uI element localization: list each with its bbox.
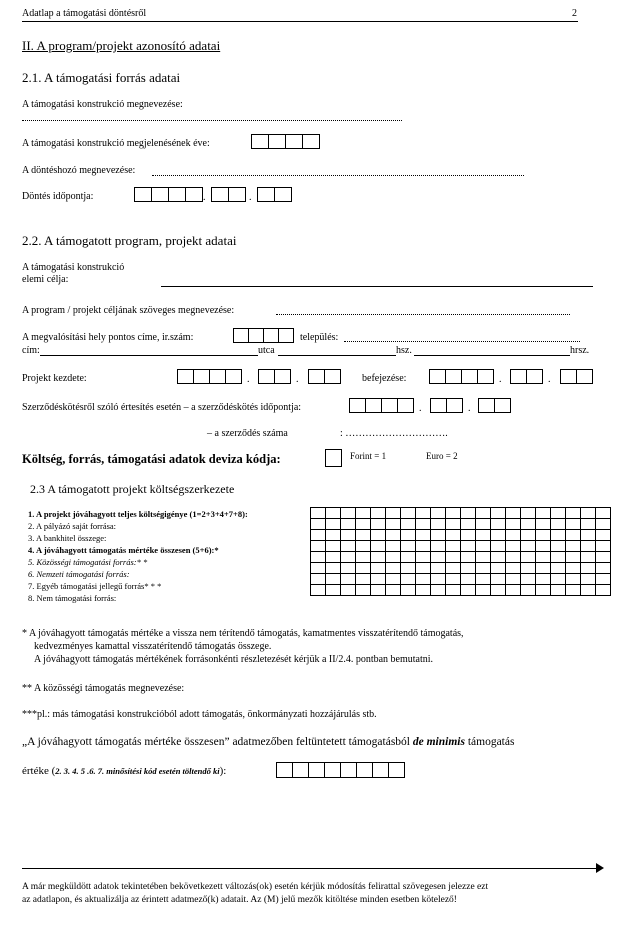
cost-cell[interactable] [401,552,416,563]
cost-cell[interactable] [491,519,506,530]
cost-cell[interactable] [506,563,521,574]
cost-cell[interactable] [566,519,581,530]
cost-cell[interactable] [386,585,401,596]
decision-maker-label: A döntéshozó megnevezése: [22,165,136,176]
cost-cell[interactable] [326,519,341,530]
cost-grid-row [311,585,611,596]
currency-forint: Forint = 1 [350,451,387,461]
cost-cell[interactable] [416,574,431,585]
cost-cell[interactable] [446,530,461,541]
footer-arrow-line [22,868,600,869]
cost-cell[interactable] [386,552,401,563]
s23-title: 2.3 A támogatott projekt költségszerkezete [30,482,235,496]
cost-cell[interactable] [386,563,401,574]
cost-cell[interactable] [551,519,566,530]
deminimis-value-boxes[interactable] [276,762,404,778]
construction-name-label: A támogatási konstrukció megnevezése: [22,99,183,110]
decision-date-day-boxes[interactable] [257,187,291,202]
cost-cell[interactable] [446,563,461,574]
cost-cell[interactable] [431,585,446,596]
cost-cell[interactable] [536,519,551,530]
cost-cell[interactable] [416,508,431,519]
cost-cell[interactable] [371,552,386,563]
cost-cell[interactable] [371,563,386,574]
cost-cell[interactable] [326,530,341,541]
cost-grid-row [311,563,611,574]
cost-cell[interactable] [416,563,431,574]
cost-cell[interactable] [506,508,521,519]
address-label: A megvalósítási hely pontos címe, ir.szám: [22,332,194,343]
cost-cell[interactable] [401,530,416,541]
date-separator: . [296,374,299,385]
cost-cell[interactable] [461,530,476,541]
cost-cell[interactable] [461,541,476,552]
cost-cell[interactable] [461,574,476,585]
end-label: befejezése: [362,373,407,384]
cost-cell[interactable] [506,519,521,530]
settlement-label: település: [300,332,339,343]
cost-cell[interactable] [521,563,536,574]
cost-cell[interactable] [506,585,521,596]
cost-cell[interactable] [491,585,506,596]
cost-cell[interactable] [326,585,341,596]
cost-cell[interactable] [596,552,611,563]
cost-grid-row [311,541,611,552]
cost-cell[interactable] [476,541,491,552]
cost-cell[interactable] [596,541,611,552]
cost-cell[interactable] [341,574,356,585]
date-separator: . [247,374,250,385]
cost-cell[interactable] [431,530,446,541]
cost-cell[interactable] [311,530,326,541]
date-separator: . [548,374,551,385]
cost-cell[interactable] [461,519,476,530]
cost-cell[interactable] [311,519,326,530]
cost-cell[interactable] [521,552,536,563]
cost-cell[interactable] [401,585,416,596]
s22-title: 2.2. A támogatott program, projekt adatai [22,233,237,248]
cost-cell[interactable] [401,519,416,530]
cost-cell[interactable] [536,563,551,574]
hsz-label: hsz. [396,345,412,356]
cost-cell[interactable] [596,574,611,585]
date-separator: . [468,403,471,414]
cost-cell[interactable] [551,541,566,552]
cost-cell[interactable] [491,574,506,585]
decision-maker-field[interactable] [152,175,524,176]
cost-cell[interactable] [326,552,341,563]
cost-cell[interactable] [431,519,446,530]
header-title: Adatlap a támogatási döntésről [22,8,147,19]
cost-cell[interactable] [356,519,371,530]
cost-cell[interactable] [341,563,356,574]
cost-cell[interactable] [566,552,581,563]
cost-cell[interactable] [536,585,551,596]
currency-label: Költség, forrás, támogatási adatok deviza kódja: [22,452,281,466]
cost-cell[interactable] [581,519,596,530]
value-hint: 2. 3. 4. 5 .6. 7. minősítési kód esetén töltendő ki [55,766,220,776]
cost-cell[interactable] [371,519,386,530]
footer-line-2: az adatlapon, és aktualizálja az érintett adatmező(k) adatait. Az (M) jelű mezők kitöltése minden esetben kötelező! [22,895,457,905]
decision-date-month-boxes[interactable] [211,187,245,202]
cost-cell[interactable] [326,508,341,519]
cost-cell[interactable] [356,541,371,552]
cost-cell[interactable] [416,585,431,596]
cost-row-label: 1. A projekt jóváhagyott teljes költségigénye (1=2+3+4+7+8): [28,509,248,519]
cost-cell[interactable] [401,541,416,552]
cost-grid-row [311,530,611,541]
contract-number-field[interactable]: : …………………………. [340,428,448,439]
elemental-goal-field[interactable] [161,286,593,287]
cost-cell[interactable] [326,541,341,552]
cost-cell[interactable] [476,585,491,596]
cost-cell[interactable] [536,574,551,585]
utca-label: utca [258,345,275,356]
cost-cell[interactable] [371,574,386,585]
cost-cell[interactable] [581,563,596,574]
cost-cell[interactable] [311,508,326,519]
hrsz-label: hrsz. [570,345,590,356]
cost-cell[interactable] [446,541,461,552]
cost-cell[interactable] [461,585,476,596]
cost-cell[interactable] [521,530,536,541]
cost-cell[interactable] [341,552,356,563]
cost-cell[interactable] [506,530,521,541]
cost-cell[interactable] [341,508,356,519]
contract-notice-label: Szerződéskötésről szóló értesítés esetén – a szerződéskötés időpontja: [22,402,302,413]
page-number: 2 [572,8,577,19]
cost-cell[interactable] [476,574,491,585]
cost-cell[interactable] [311,585,326,596]
cost-cell[interactable] [356,563,371,574]
cost-row-label: 3. A bankhitel összege: [28,533,107,543]
cost-row-label: 7. Egyéb támogatási jellegű forrás* * * [28,581,162,591]
currency-box[interactable] [325,449,342,467]
goal-text-field[interactable] [276,314,570,315]
cost-cell[interactable] [566,574,581,585]
cost-cell[interactable] [596,585,611,596]
cost-cell[interactable] [311,574,326,585]
date-separator: . [419,403,422,414]
value-label [22,765,226,777]
cost-cell[interactable] [506,541,521,552]
cost-cell[interactable] [386,574,401,585]
cost-cell[interactable] [341,530,356,541]
footer-line-1: A már megküldött adatok tekintetében bekövetkezett változás(ok) esetén kérjük módosítás felirattal szövegesen jelezze ezt [22,882,489,892]
cost-cell[interactable] [521,541,536,552]
start-year-boxes[interactable] [177,369,241,384]
cost-grid-row [311,519,611,530]
start-label: Projekt kezdete: [22,373,87,384]
cost-cell[interactable] [566,563,581,574]
currency-euro: Euro = 2 [426,451,458,461]
decision-date-label: Döntés időpontja: [22,191,94,202]
note-1-line3: A jóváhagyott támogatás mértékének forrásonkénti részletezését kérjük a II/2.4. pontban bemutatni. [34,654,434,665]
cost-grid[interactable] [310,507,611,596]
cost-cell[interactable] [371,530,386,541]
cost-cell[interactable] [491,541,506,552]
cost-labels [28,508,248,604]
cost-row-label: 5. Közösségi támogatási forrás:* * [28,557,148,567]
cost-cell[interactable] [401,563,416,574]
cost-cell[interactable] [551,574,566,585]
deminimis-text [22,736,514,748]
section-title: II. A program/projekt azonosító adatai [22,38,221,53]
cost-cell[interactable] [551,552,566,563]
cost-cell[interactable] [491,552,506,563]
cost-cell[interactable] [371,585,386,596]
cost-cell[interactable] [476,552,491,563]
cost-cell[interactable] [356,530,371,541]
cost-cell[interactable] [386,519,401,530]
cost-cell[interactable] [566,530,581,541]
cost-cell[interactable] [401,508,416,519]
cost-cell[interactable] [596,563,611,574]
cost-cell[interactable] [596,508,611,519]
street-field[interactable] [40,355,258,356]
cost-grid-row [311,508,611,519]
cost-row-label: 8. Nem támogatási forrás: [28,593,117,603]
cost-cell[interactable] [356,508,371,519]
cost-cell[interactable] [566,585,581,596]
cost-cell[interactable] [371,541,386,552]
cost-cell[interactable] [491,563,506,574]
cost-cell[interactable] [476,508,491,519]
settlement-field[interactable] [344,341,580,342]
cost-cell[interactable] [431,541,446,552]
cost-cell[interactable] [521,508,536,519]
cost-cell[interactable] [341,519,356,530]
cost-cell[interactable] [356,552,371,563]
cost-cell[interactable] [551,530,566,541]
cost-cell[interactable] [356,585,371,596]
cost-cell[interactable] [446,519,461,530]
cost-cell[interactable] [461,552,476,563]
cost-cell[interactable] [431,552,446,563]
value-label-end: ): [219,765,227,777]
cost-cell[interactable] [581,552,596,563]
cost-cell[interactable] [416,552,431,563]
cost-cell[interactable] [311,552,326,563]
cost-cell[interactable] [311,563,326,574]
contract-number-label: – a szerződés száma [207,428,288,439]
start-day-boxes[interactable] [308,369,340,384]
cost-cell[interactable] [326,574,341,585]
cost-cell[interactable] [476,530,491,541]
deminimis-bold: de minimis [412,736,465,748]
cost-cell[interactable] [371,508,386,519]
cost-grid-row [311,552,611,563]
cost-cell[interactable] [521,574,536,585]
cost-cell[interactable] [431,574,446,585]
cost-cell[interactable] [581,585,596,596]
cost-cell[interactable] [446,585,461,596]
contract-month-boxes[interactable] [430,398,462,413]
cost-cell[interactable] [416,541,431,552]
header-rule [22,21,578,22]
hrsz-field[interactable] [414,355,570,356]
cost-row-label: 4. A jóváhagyott támogatás mértéke összesen (5+6):* [28,545,219,555]
cost-cell[interactable] [386,530,401,541]
start-month-boxes[interactable] [258,369,290,384]
cost-cell[interactable] [446,508,461,519]
street-label: cím: [22,345,40,356]
cost-cell[interactable] [491,508,506,519]
construction-name-field[interactable] [22,120,402,121]
cost-cell[interactable] [596,530,611,541]
cost-cell[interactable] [581,574,596,585]
cost-cell[interactable] [491,530,506,541]
cost-cell[interactable] [536,541,551,552]
cost-row-label: 6. Nemzeti támogatási forrás: [28,569,130,579]
cost-cell[interactable] [581,508,596,519]
cost-cell[interactable] [401,574,416,585]
cost-cell[interactable] [386,508,401,519]
cost-cell[interactable] [431,563,446,574]
cost-cell[interactable] [476,519,491,530]
year-label: A támogatási konstrukció megjelenésének éve: [22,138,210,149]
cost-cell[interactable] [536,508,551,519]
cost-cell[interactable] [536,552,551,563]
house-number-field[interactable] [278,355,396,356]
cost-cell[interactable] [416,530,431,541]
cost-cell[interactable] [536,530,551,541]
cost-cell[interactable] [341,541,356,552]
note-3: ***pl.: más támogatási konstrukcióból adott támogatás, önkormányzati hozzájárulás stb. [22,709,377,720]
year-boxes[interactable] [251,134,319,149]
cost-grid-row [311,574,611,585]
end-day-boxes[interactable] [560,369,592,384]
cost-cell[interactable] [476,563,491,574]
value-label-start: értéke ( [22,765,56,777]
cost-cell[interactable] [461,508,476,519]
cost-cell[interactable] [551,508,566,519]
end-month-boxes[interactable] [510,369,542,384]
cost-cell[interactable] [461,563,476,574]
deminimis-part-1: „A jóváhagyott támogatás mértéke összesen” adatmezőben feltüntetett támogatásból [22,736,410,748]
cost-cell[interactable] [446,574,461,585]
cost-cell[interactable] [521,585,536,596]
cost-cell[interactable] [446,552,461,563]
cost-cell[interactable] [356,574,371,585]
date-separator: . [499,374,502,385]
note-2: ** A közösségi támogatás megnevezése: [22,683,185,694]
cost-cell[interactable] [311,541,326,552]
s21-title: 2.1. A támogatási forrás adatai [22,70,181,85]
decision-date-year-boxes[interactable] [134,187,202,202]
date-separator: . [249,192,252,203]
cost-cell[interactable] [386,541,401,552]
cost-cell[interactable] [506,574,521,585]
cost-cell[interactable] [596,519,611,530]
zip-boxes[interactable] [233,328,293,343]
cost-cell[interactable] [416,519,431,530]
cost-cell[interactable] [581,541,596,552]
cost-cell[interactable] [551,585,566,596]
elemental-goal-label-2: elemi célja: [22,274,69,285]
cost-cell[interactable] [431,508,446,519]
cost-cell[interactable] [326,563,341,574]
date-separator: . [203,192,206,203]
note-1-line2: kedvezményes kamattal visszatérítendő támogatás összege. [34,641,272,652]
contract-day-boxes[interactable] [478,398,510,413]
elemental-goal-label: A támogatási konstrukció [22,262,125,273]
deminimis-part-2: támogatás [467,736,515,748]
end-year-boxes[interactable] [429,369,493,384]
cost-cell[interactable] [581,530,596,541]
cost-row-label: 2. A pályázó saját forrása: [28,521,117,531]
cost-cell[interactable] [551,563,566,574]
contract-year-boxes[interactable] [349,398,413,413]
cost-cell[interactable] [566,541,581,552]
cost-cell[interactable] [506,552,521,563]
cost-cell[interactable] [341,585,356,596]
cost-cell[interactable] [566,508,581,519]
cost-cell[interactable] [521,519,536,530]
footer-arrow-icon [596,863,604,873]
goal-text-label: A program / projekt céljának szöveges megnevezése: [22,305,235,316]
note-1: * A jóváhagyott támogatás mértéke a vissza nem térítendő támogatás, kamatmentes visszatérítendő támogatás, [22,628,464,639]
